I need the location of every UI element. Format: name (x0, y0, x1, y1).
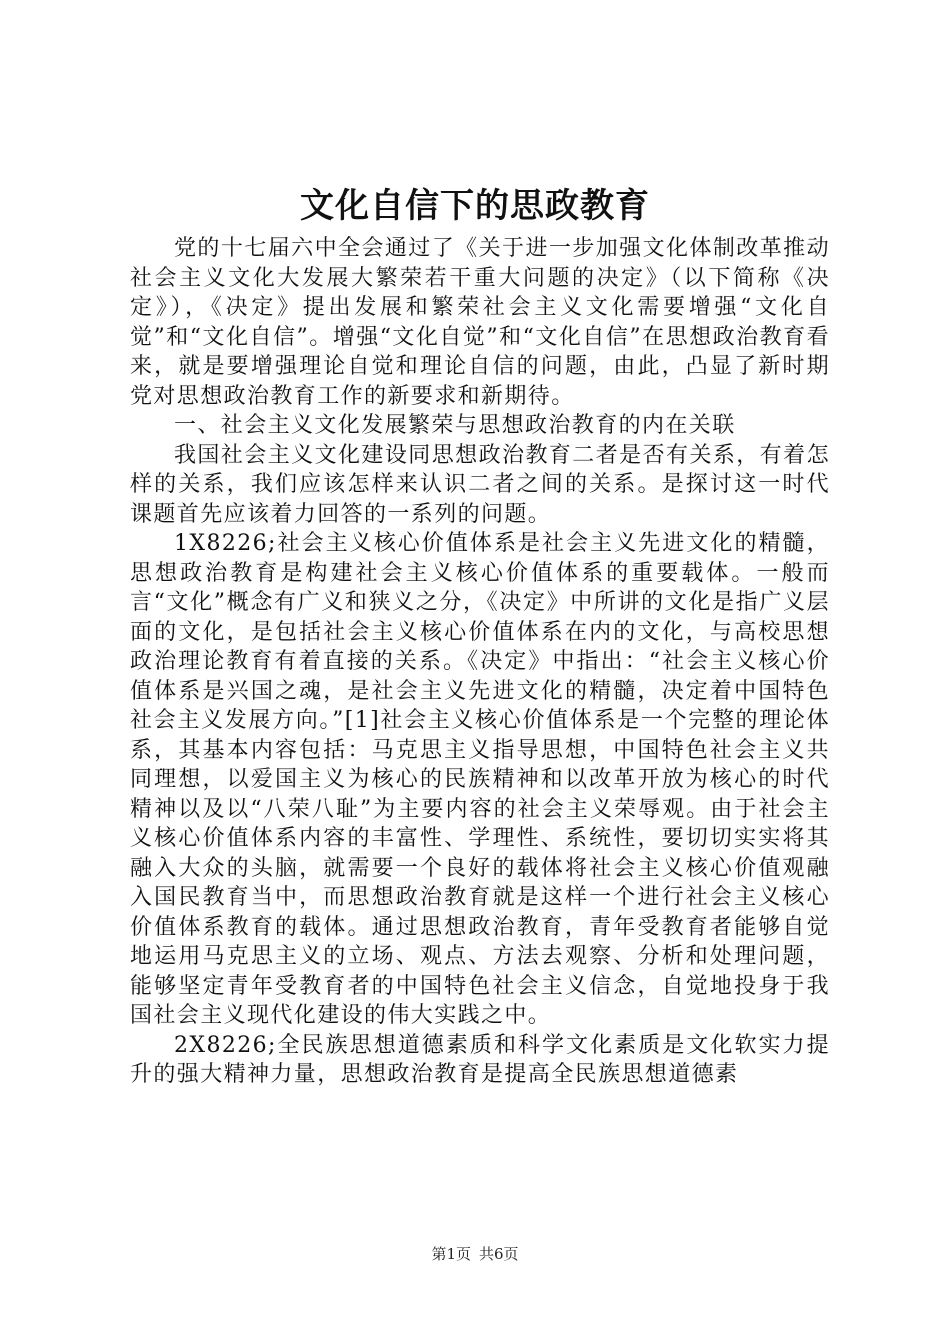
paragraph-question: 我国社会主义文化建设同思想政治教育二者是否有关系，有着怎样的关系，我们应该怎样来认识二者之间的关系。是探讨这一时代课题首先应该着力回答的一系列的问题。 (130, 442, 830, 527)
paragraph-intro: 党的十七届六中全会通过了《关于进一步加强文化体制改革推动社会主义文化大发展大繁荣若干重大问题的决定》（以下简称《决定》），《决定》提出发展和繁荣社会主义文化需要增强“文化自觉”和“文化自信”。增强“文化自觉”和“文化自信”在思想政治教育看来，就是要增强理论自觉和理论自信的问题，由此，凸显了新时期党对思想政治教育工作的新要求和新期待。 (130, 236, 830, 409)
document-body (130, 234, 830, 1090)
page-footer (0, 1244, 950, 1264)
section-heading: 一、社会主义文化发展繁荣与思想政治教育的内在关联 (174, 413, 736, 438)
paragraph-point-2: 2X8226;全民族思想道德素质和科学文化素质是文化软实力提升的强大精神力量，思想政治教育是提高全民族思想道德素 (130, 1032, 830, 1087)
paragraph-point-1: 1X8226;社会主义核心价值体系是社会主义先进文化的精髓，思想政治教育是构建社会主义核心价值体系的重要载体。一般而言“文化”概念有广义和狭义之分，《决定》中所讲的文化是指广义层面的文化，是包括社会主义核心价值体系在内的文化，与高校思想政治理论教育有着直接的关系。《决定》中指出：“社会主义核心价值体系是兴国之魂，是社会主义先进文化的精髓，决定着中国特色社会主义发展方向。”[1]社会主义核心价值体系是一个完整的理论体系，其基本内容包括：马克思主义指导思想，中国特色社会主义共同理想，以爱国主义为核心的民族精神和以改革开放为核心的时代精神以及以“八荣八耻”为主要内容的社会主义荣辱观。由于社会主义核心价值体系内容的丰富性、学理性、系统性，要切切实实将其融入大众的头脑，就需要一个良好的载体将社会主义核心价值观融入国民教育当中，而思想政治教育就是这样一个进行社会主义核心价值体系教育的载体。通过思想政治教育，青年受教育者能够自觉地运用马克思主义的立场、观点、方法去观察、分析和处理问题，能够坚定青年受教育者的中国特色社会主义信念，自觉地投身于我国社会主义现代化建设的伟大实践之中。 (130, 531, 830, 1028)
page-number: 第1页 (431, 1245, 471, 1263)
document-title: 文化自信下的思政教育 (300, 186, 650, 226)
page-total: 共6页 (479, 1245, 519, 1263)
